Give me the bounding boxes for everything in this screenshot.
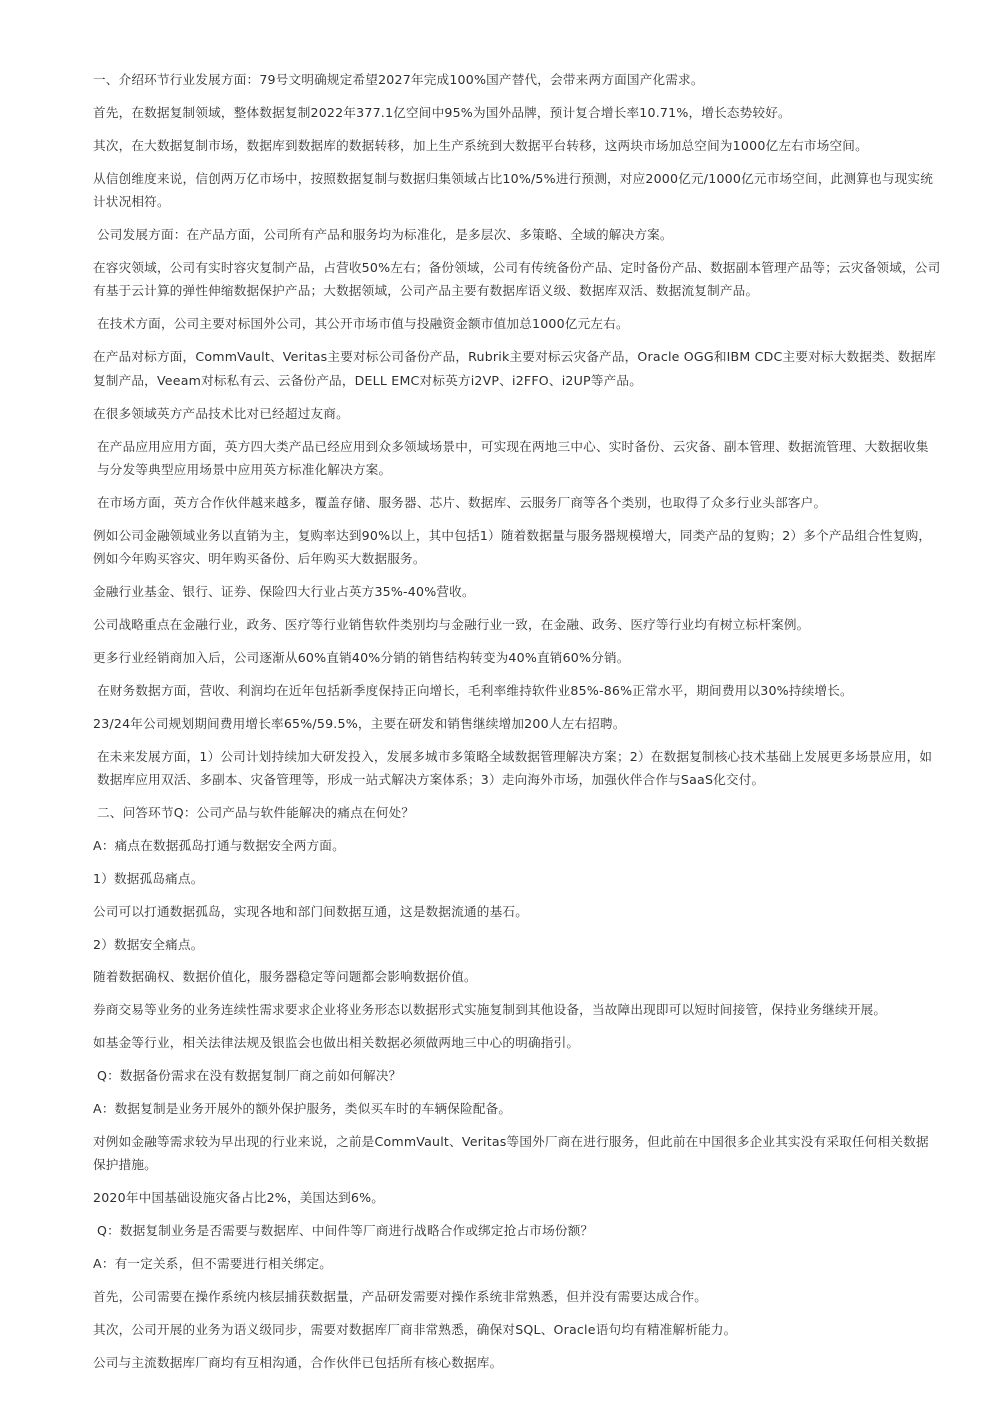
paragraph: 其次，在大数据复制市场，数据库到数据库的数据转移，加上生产系统到大数据平台转移，这两块市场加总空间为1000亿左右市场空间。 [93,137,868,153]
paragraph: 公司与主流数据库厂商均有互相沟通，合作伙伴已包括所有核心数据库。 [93,1354,503,1370]
paragraph: Q：数据备份需求在没有数据复制厂商之前如何解决？ [97,1068,402,1084]
paragraph: A：痛点在数据孤岛打通与数据安全两方面。 [93,837,345,853]
document-body [93,68,941,1384]
paragraph: 公司可以打通数据孤岛，实现各地和部门间数据互通，这是数据流通的基石。 [93,903,528,919]
paragraph: 在产品应用应用方面，英方四大类产品已经应用到众多领域场景中，可实现在两地三中心、实时备份、云灾备、副本管理、数据流管理、大数据收集与分发等典型应用场景中应用英方标准化解决方案。 [97,438,929,478]
paragraph: 如基金等行业，相关法律法规及银监会也做出相关数据必须做两地三中心的明确指引。 [93,1035,580,1051]
paragraph: 在技术方面，公司主要对标国外公司，其公开市场市值与投融资金额市值加总1000亿元左右。 [97,316,629,332]
paragraph: 一、介绍环节行业发展方面：79号文明确规定希望2027年完成100%国产替代，会带来两方面国产化需求。 [93,72,704,87]
paragraph: 随着数据确权、数据价值化，服务器稳定等问题都会影响数据价值。 [93,969,477,985]
paragraph: 在产品对标方面，CommVault、Veritas主要对标公司备份产品，Rubrik主要对标云灾备产品，Oracle OGG和IBM CDC主要对标大数据类、数据库复制产品，Veeam对标私有云、云备份产品，DELL EMC对标英方i2VP、i2FFO、i2UP等产品。 [93,349,937,388]
paragraph: Q：数据复制业务是否需要与数据库、中间件等厂商进行战略合作或绑定抢占市场份额？ [97,1223,594,1239]
paragraph: 在很多领域英方产品技术比对已经超过友商。 [93,405,349,421]
paragraph: 在市场方面，英方合作伙伴越来越多，覆盖存储、服务器、芯片、数据库、云服务厂商等各个类别，也取得了众多行业头部客户。 [97,494,827,510]
paragraph: 从信创维度来说，信创两万亿市场中，按照数据复制与数据归集领域占比10%/5%进行预测，对应2000亿元/1000亿元市场空间，此测算也与现实统计状况相符。 [93,170,934,210]
paragraph: 例如公司金融领域业务以直销为主，复购率达到90%以上，其中包括1）随着数据量与服务器规模增大，同类产品的复购；2）多个产品组合性复购，例如今年购买容灾、明年购买备份、后年购买大数据服务。 [93,527,932,567]
paragraph: 公司发展方面：在产品方面，公司所有产品和服务均为标准化，是多层次、多策略、全域的解决方案。 [97,227,673,243]
paragraph: 2）数据安全痛点。 [93,936,204,952]
paragraph: 公司战略重点在金融行业，政务、医疗等行业销售软件类别均与金融行业一致，在金融、政务、医疗等行业均有树立标杆案例。 [93,617,810,633]
paragraph: 在容灾领域，公司有实时容灾复制产品，占营收50%左右；备份领域，公司有传统备份产品、定时备份产品、数据副本管理产品等；云灾备领域，公司有基于云计算的弹性伸缩数据保护产品；大数据领域，公司产品主要有数据库语义级、数据库双活、数据流复制产品。 [93,259,941,299]
paragraph: 23/24年公司规划期间费用增长率65%/59.5%，主要在研发和销售继续增加200人左右招聘。 [93,715,626,731]
paragraph: 其次，公司开展的业务为语义级同步，需要对数据库厂商非常熟悉，确保对SQL、Oracle语句均有精准解析能力。 [93,1321,737,1337]
paragraph: 在未来发展方面，1）公司计划持续加大研发投入，发展多城市多策略全域数据管理解决方案；2）在数据复制核心技术基础上发展更多场景应用，如数据库应用双活、多副本、灾备管理等，形成一站式解决方案体系；3）走向海外市场，加强伙伴合作与SaaS化交付。 [97,748,933,788]
paragraph: 金融行业基金、银行、证券、保险四大行业占英方35%-40%营收。 [93,584,475,600]
paragraph: 1）数据孤岛痛点。 [93,870,204,886]
paragraph: 二、问答环节Q：公司产品与软件能解决的痛点在何处？ [97,805,415,821]
paragraph: A：有一定关系，但不需要进行相关绑定。 [93,1256,333,1272]
paragraph: 首先，在数据复制领域，整体数据复制2022年377.1亿空间中95%为国外品牌，预计复合增长率10.71%，增长态势较好。 [93,104,791,120]
paragraph: 在财务数据方面，营收、利润均在近年包括新季度保持正向增长，毛利率维持软件业85%-86%正常水平，期间费用以30%持续增长。 [97,682,853,698]
paragraph: A：数据复制是业务开展外的额外保护服务，类似买车时的车辆保险配备。 [93,1101,512,1117]
paragraph: 对例如金融等需求较为早出现的行业来说，之前是CommVault、Veritas等国外厂商在进行服务，但此前在中国很多企业其实没有采取任何相关数据保护措施。 [93,1133,929,1173]
paragraph: 更多行业经销商加入后，公司逐渐从60%直销40%分销的销售结构转变为40%直销60%分销。 [93,649,630,665]
paragraph: 2020年中国基础设施灾备占比2%，美国达到6%。 [93,1190,385,1206]
paragraph: 券商交易等业务的业务连续性需求要求企业将业务形态以数据形式实施复制到其他设备，当故障出现即可以短时间接管，保持业务继续开展。 [93,1002,887,1018]
paragraph: 首先，公司需要在操作系统内核层捕获数据量，产品研发需要对操作系统非常熟悉，但并没有需要达成合作。 [93,1289,708,1304]
